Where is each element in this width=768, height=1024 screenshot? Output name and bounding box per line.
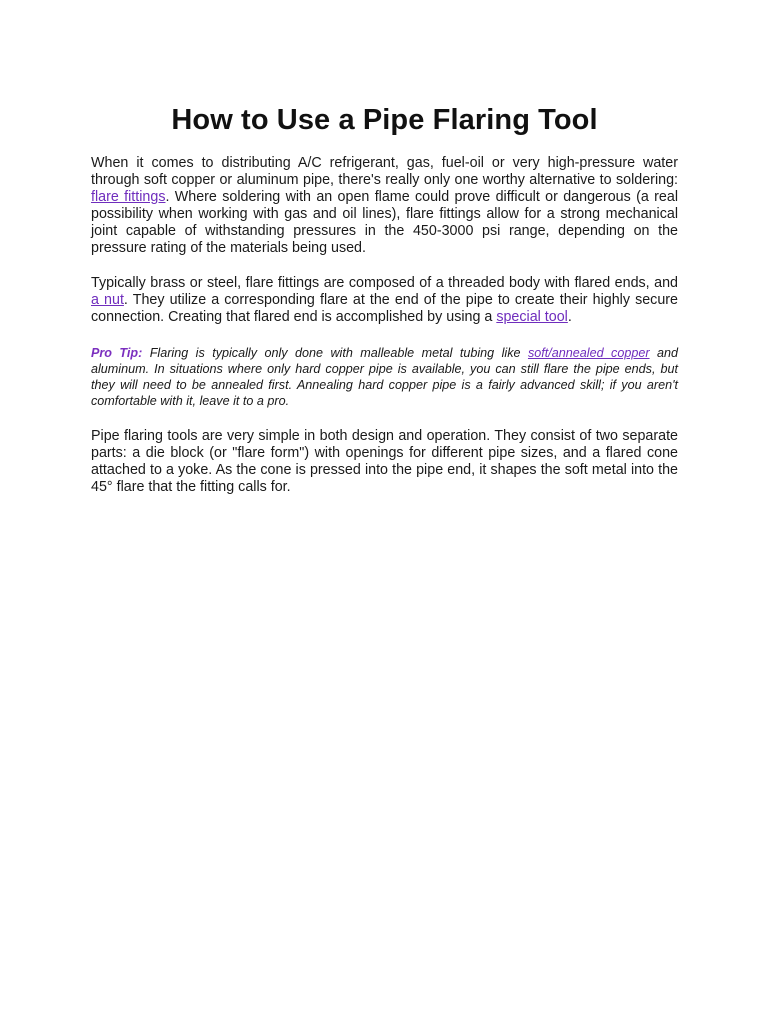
pro-tip-text-2: and aluminum. In situations where only hard copper pipe is available, you can still flare the pipe ends, but they will need to be annealed first. Annealing hard copper pipe is a fairly advanced skill; if you aren't comfortable with it, leave it to a pro. [91,345,679,409]
link-a-nut[interactable]: a nut [91,291,124,308]
paragraph-intro [91,155,678,258]
pro-tip-label: Pro Tip: [91,345,143,360]
link-special-tool[interactable]: special tool [496,308,568,325]
paragraph-fittings-text-1: Typically brass or steel, flare fittings are composed of a threaded body with flared ends, and [91,274,678,291]
paragraph-tools: Pipe flaring tools are very simple in both design and operation. They consist of two separate parts: a die block (or "flare form") with openings for different pipe sizes, and a flared cone attached to a yoke. As the cone is pressed into the pipe end, it shapes the soft metal into the 45° flare that the fitting calls for. [91,427,678,495]
link-flare-fittings[interactable]: flare fittings [91,189,166,206]
paragraph-fittings-text-3: . [567,308,572,325]
pro-tip-text-1: Flaring is typically only done with malleable metal tubing like [142,345,528,360]
paragraph-intro-text-1: When it comes to distributing A/C refrigerant, gas, fuel-oil or very high-pressure water through soft copper or aluminum pipe, there's really only one worthy alternative to soldering: [91,155,678,189]
paragraph-intro-text-2: . Where soldering with an open flame could prove difficult or dangerous (a real possibility when working with gas and oil lines), flare fittings allow for a strong mechanical joint capable of withstanding pressures in the 450-3000 psi range, depending on the pressure rating of the materials being used. [91,189,678,257]
page-title: How to Use a Pipe Flaring Tool [171,104,598,136]
paragraph-fittings-text-2: . They utilize a corresponding flare at the end of the pipe to create their highly secure connection. Creating that flared end is accomplished by using a [91,291,678,325]
paragraph-fittings [91,275,678,326]
pro-tip-callout [91,345,678,410]
document-page [91,0,678,496]
link-soft-annealed-copper[interactable]: soft/annealed copper [527,345,650,360]
